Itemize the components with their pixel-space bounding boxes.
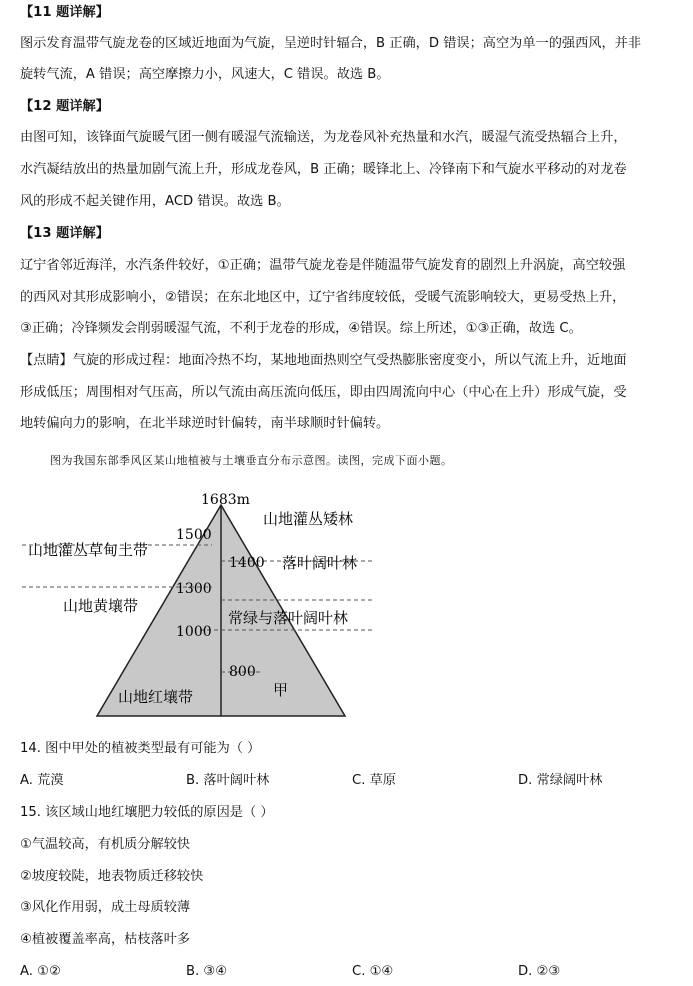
q15-option-a[interactable]: A. ①② bbox=[20, 964, 61, 979]
q14-option-a[interactable]: A. 荒漠 bbox=[20, 773, 64, 788]
q13-header: 【13 题详解】 bbox=[20, 226, 109, 241]
q11-line-2: 旋转气流，A 错误；高空摩擦力小，风速大，C 错误。故选 B。 bbox=[20, 67, 390, 82]
vertical-zonation-diagram bbox=[0, 480, 693, 730]
q13-line-1: 辽宁省邻近海洋，水汽条件较好，①正确；温带气旋龙卷是伴随温带气旋发育的剧烈上升涡旋，高空较强 bbox=[20, 258, 626, 273]
q13-line-2: 的西风对其形成影响小，②错误；在东北地区中，辽宁省纬度较低，受暖气流影响较大，更易受热上升， bbox=[20, 290, 626, 305]
tip-line-3: 地转偏向力的影响，在北半球逆时针偏转，南半球顺时针偏转。 bbox=[20, 416, 390, 431]
tip-line-2: 形成低压；周围相对气压高，所以气流由高压流向低压，即由四周流向中心（中心在上升）形成气旋，受 bbox=[20, 385, 627, 400]
zone-mixed-forest: 常绿与落叶阔叶林 bbox=[228, 609, 349, 627]
figure-caption: 图为我国东部季风区某山地植被与土壤垂直分布示意图。读图，完成下面小题。 bbox=[50, 454, 453, 467]
peak-label: 1683m bbox=[201, 492, 250, 508]
elev-800: 800 bbox=[229, 664, 256, 680]
q14-option-c[interactable]: C. 草原 bbox=[352, 773, 396, 788]
zone-deciduous-forest: 落叶阔叶林 bbox=[282, 554, 358, 572]
elev-1500: 1500 bbox=[176, 527, 212, 543]
zone-shrub-forest: 山地灌丛矮林 bbox=[263, 510, 354, 528]
q12-line-1: 由图可知，该锋面气旋暖气团一侧有暖湿气流输送，为龙卷风补充热量和水汽，暖湿气流受热辐合上升， bbox=[20, 130, 627, 145]
zone-jia: 甲 bbox=[273, 681, 289, 699]
q15-item-1: ①气温较高，有机质分解较快 bbox=[20, 837, 191, 852]
elev-1300: 1300 bbox=[176, 581, 212, 597]
q15-option-b[interactable]: B. ③④ bbox=[186, 964, 228, 979]
zone-meadow-soil: 山地灌丛草甸土带 bbox=[28, 541, 149, 559]
q15-item-2: ②坡度较陡，地表物质迁移较快 bbox=[20, 869, 204, 884]
zone-red-soil: 山地红壤带 bbox=[118, 688, 194, 706]
q14-option-d[interactable]: D. 常绿阔叶林 bbox=[518, 773, 603, 788]
q13-line-3: ③正确；冷锋频发会削弱暖湿气流，不利于龙卷的形成，④错误。综上所述，①③正确，故选 C。 bbox=[20, 321, 582, 336]
q14-option-b[interactable]: B. 落叶阔叶林 bbox=[186, 773, 270, 788]
zone-yellow-soil: 山地黄壤带 bbox=[63, 597, 139, 615]
q15-option-d[interactable]: D. ②③ bbox=[518, 964, 561, 979]
q15-item-3: ③风化作用弱，成土母质较薄 bbox=[20, 900, 191, 915]
q14-stem: 14. 图中甲处的植被类型最有可能为（ ） bbox=[20, 741, 261, 756]
q11-header: 【11 题详解】 bbox=[20, 5, 109, 20]
elev-1400: 1400 bbox=[229, 555, 265, 571]
q12-line-2: 水汽凝结放出的热量加剧气流上升，形成龙卷风，B 正确；暖锋北上、冷锋南下和气旋水平移动的对龙卷 bbox=[20, 162, 627, 177]
tip-line-1: 【点睛】气旋的形成过程：地面冷热不均，某地地面热则空气受热膨胀密度变小，所以气流上升，近地面 bbox=[20, 353, 627, 368]
q12-header: 【12 题详解】 bbox=[20, 99, 109, 114]
elev-1000: 1000 bbox=[176, 624, 212, 640]
q12-line-3: 风的形成不起关键作用，ACD 错误。故选 B。 bbox=[20, 194, 290, 209]
q15-option-c[interactable]: C. ①④ bbox=[352, 964, 394, 979]
q15-item-4: ④植被覆盖率高，枯枝落叶多 bbox=[20, 932, 191, 947]
q11-line-1: 图示发育温带气旋龙卷的区域近地面为气旋，呈逆时针辐合，B 正确，D 错误；高空为单一的强西风，并非 bbox=[20, 36, 642, 51]
q15-stem: 15. 该区域山地红壤肥力较低的原因是（ ） bbox=[20, 805, 274, 820]
